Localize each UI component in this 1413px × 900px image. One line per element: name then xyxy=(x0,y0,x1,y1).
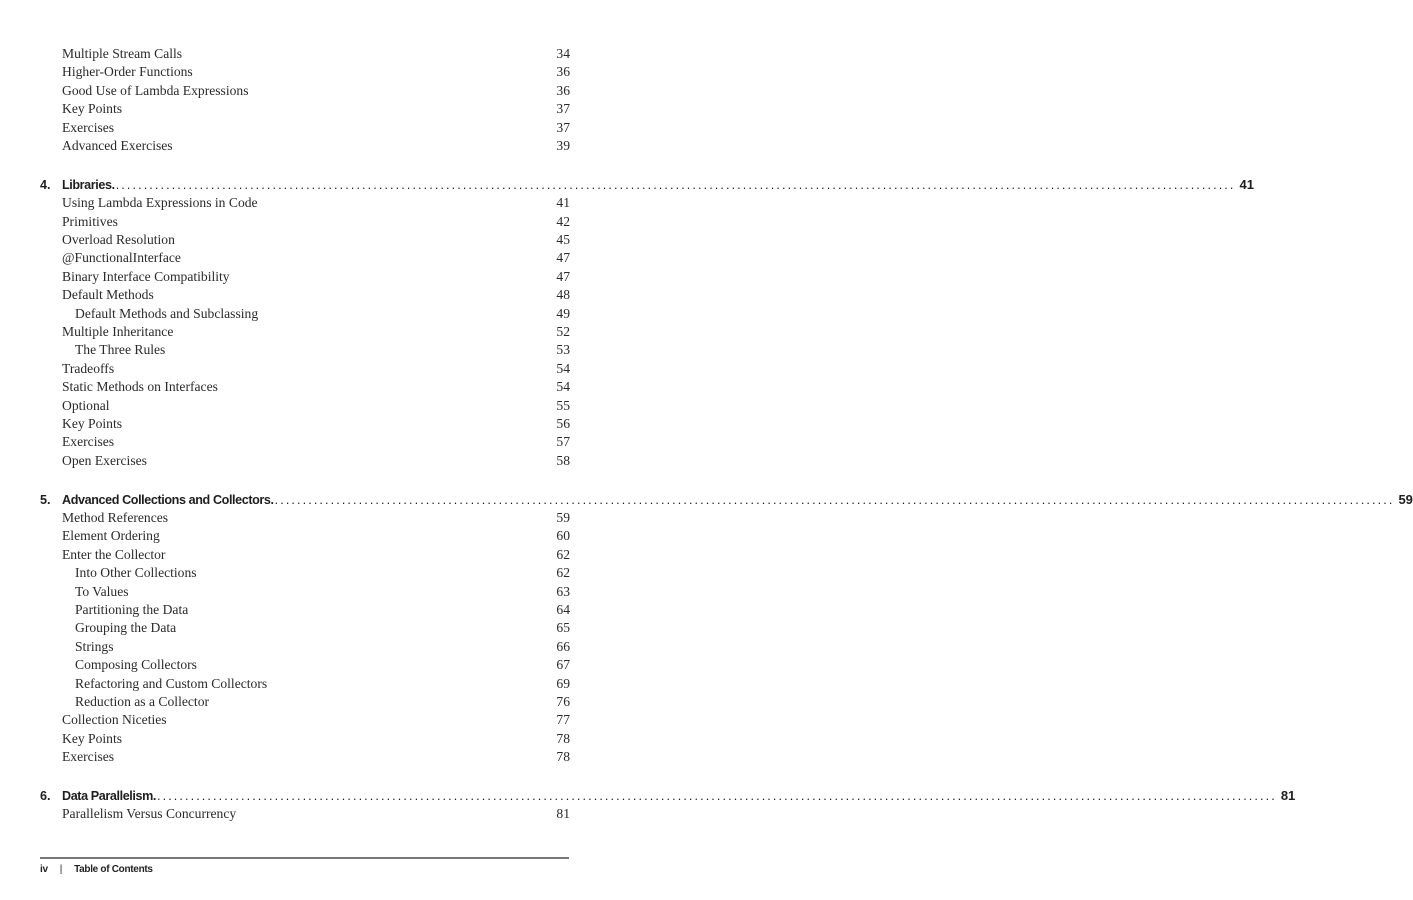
entry-title: The Three Rules xyxy=(75,342,166,358)
entry-page-number: 37 xyxy=(556,101,570,117)
footer-rule xyxy=(40,857,569,859)
toc-subentry[interactable] xyxy=(40,638,570,656)
toc-subentry[interactable] xyxy=(40,583,570,601)
entry-page-number: 37 xyxy=(556,119,570,135)
toc-entry[interactable] xyxy=(40,452,570,470)
chapter-page-number: 41 xyxy=(1239,176,1254,192)
toc-entry[interactable] xyxy=(40,323,570,341)
entry-title: Static Methods on Interfaces xyxy=(62,379,218,395)
toc-entry[interactable] xyxy=(40,213,570,231)
entry-title: Partitioning the Data xyxy=(75,601,189,617)
entry-page-number: 66 xyxy=(556,638,570,654)
chapter-page-number: 59 xyxy=(1398,491,1413,507)
entry-title: Binary Interface Compatibility xyxy=(62,268,230,284)
toc-chapter-heading[interactable] xyxy=(40,176,1254,194)
entry-page-number: 34 xyxy=(556,46,570,61)
toc-entry[interactable] xyxy=(40,415,570,433)
toc-entry[interactable] xyxy=(40,711,570,729)
entry-page-number: 41 xyxy=(556,195,570,211)
toc-entry[interactable] xyxy=(40,194,570,212)
table-of-contents xyxy=(40,45,1413,824)
chapter-number: 6. xyxy=(40,788,51,803)
entry-page-number: 52 xyxy=(556,323,570,339)
entry-title: Default Methods xyxy=(62,287,154,303)
toc-entry[interactable] xyxy=(40,249,570,267)
entry-title: Exercises xyxy=(62,749,115,765)
toc-entry[interactable] xyxy=(40,748,570,766)
entry-page-number: 62 xyxy=(556,546,570,562)
toc-subentry[interactable] xyxy=(40,341,570,359)
entry-page-number: 54 xyxy=(556,379,570,395)
chapter-title: Data Parallelism. xyxy=(62,788,157,803)
entry-page-number: 76 xyxy=(556,693,570,709)
dot-leader: ........................................................................................................................................................................................................ xyxy=(157,788,1277,803)
toc-entry[interactable] xyxy=(40,360,570,378)
chapter-title: Libraries. xyxy=(62,177,115,192)
toc-entry[interactable] xyxy=(40,268,570,286)
entry-page-number: 53 xyxy=(556,342,570,358)
toc-subentry[interactable] xyxy=(40,693,570,711)
entry-page-number: 77 xyxy=(556,712,570,728)
entry-title: Strings xyxy=(75,638,114,654)
entry-title: Element Ordering xyxy=(62,528,160,544)
toc-subentry[interactable] xyxy=(40,675,570,693)
footer-section-title: Table of Contents xyxy=(74,864,153,875)
entry-title: Tradeoffs xyxy=(62,360,115,376)
entry-page-number: 67 xyxy=(556,657,570,673)
entry-title: To Values xyxy=(75,583,129,599)
toc-entry[interactable] xyxy=(40,805,570,823)
entry-title: Advanced Exercises xyxy=(62,137,173,153)
entry-page-number: 42 xyxy=(556,213,570,229)
toc-entry[interactable] xyxy=(40,119,570,137)
toc-entry[interactable] xyxy=(40,397,570,415)
entry-page-number: 78 xyxy=(556,730,570,746)
entry-page-number: 36 xyxy=(556,82,570,98)
entry-title: Exercises xyxy=(62,119,115,135)
entry-title: Enter the Collector xyxy=(62,546,166,562)
toc-entry[interactable] xyxy=(40,546,570,564)
entry-page-number: 59 xyxy=(556,509,570,525)
entry-title: Good Use of Lambda Expressions xyxy=(62,82,249,98)
footer-separator: | xyxy=(59,864,63,875)
entry-title: Refactoring and Custom Collectors xyxy=(75,675,268,691)
entry-page-number: 78 xyxy=(556,749,570,765)
toc-entry[interactable] xyxy=(40,231,570,249)
toc-entry[interactable] xyxy=(40,527,570,545)
entry-page-number: 60 xyxy=(556,528,570,544)
entry-page-number: 56 xyxy=(556,415,570,431)
entry-page-number: 55 xyxy=(556,397,570,413)
entry-title: Key Points xyxy=(62,415,123,431)
chapter-number: 4. xyxy=(40,177,51,192)
entry-page-number: 64 xyxy=(556,601,570,617)
entry-page-number: 63 xyxy=(556,583,570,599)
toc-entry[interactable] xyxy=(40,730,570,748)
toc-subentry[interactable] xyxy=(40,305,570,323)
footer-page-number: iv xyxy=(40,864,48,875)
entry-page-number: 54 xyxy=(556,360,570,376)
entry-title: Using Lambda Expressions in Code xyxy=(62,195,258,211)
toc-entry[interactable] xyxy=(40,82,570,100)
entry-page-number: 81 xyxy=(556,806,570,822)
page-footer xyxy=(40,864,153,875)
toc-subentry[interactable] xyxy=(40,656,570,674)
entry-title: Multiple Stream Calls xyxy=(62,46,183,61)
toc-entry[interactable] xyxy=(40,63,570,81)
entry-title: Into Other Collections xyxy=(75,565,197,581)
entry-page-number: 57 xyxy=(556,434,570,450)
toc-chapter-heading[interactable] xyxy=(40,787,1296,805)
toc-entry[interactable] xyxy=(40,509,570,527)
toc-entry[interactable] xyxy=(40,100,570,118)
chapter-number: 5. xyxy=(40,492,51,507)
toc-subentry[interactable] xyxy=(40,564,570,582)
entry-title: Default Methods and Subclassing xyxy=(75,305,259,321)
entry-page-number: 69 xyxy=(556,675,570,691)
entry-page-number: 49 xyxy=(556,305,570,321)
chapter-title: Advanced Collections and Collectors. xyxy=(62,492,274,507)
dot-leader: ........................................................................................................................................................................................................ xyxy=(274,492,1395,507)
entry-title: Reduction as a Collector xyxy=(75,693,210,709)
entry-page-number: 48 xyxy=(556,287,570,303)
entry-title: Multiple Inheritance xyxy=(62,323,174,339)
toc-chapter-heading[interactable] xyxy=(40,491,1413,509)
entry-title: Composing Collectors xyxy=(75,657,197,673)
entry-title: Open Exercises xyxy=(62,452,147,468)
entry-page-number: 65 xyxy=(556,620,570,636)
toc-entry[interactable] xyxy=(40,286,570,304)
toc-entry[interactable] xyxy=(40,137,570,155)
entry-page-number: 58 xyxy=(556,452,570,468)
entry-title: Higher-Order Functions xyxy=(62,64,193,80)
entry-title: @FunctionalInterface xyxy=(62,250,181,266)
entry-page-number: 39 xyxy=(556,137,570,153)
entry-title: Primitives xyxy=(62,213,118,229)
entry-page-number: 62 xyxy=(556,565,570,581)
entry-title: Collection Niceties xyxy=(62,712,167,728)
toc-subentry[interactable] xyxy=(40,619,570,637)
dot-leader: ........................................................................................................................................................................................................ xyxy=(115,177,1236,192)
entry-title: Optional xyxy=(62,397,110,413)
entry-page-number: 47 xyxy=(556,250,570,266)
toc-subentry[interactable] xyxy=(40,601,570,619)
entry-page-number: 45 xyxy=(556,232,570,248)
entry-title: Overload Resolution xyxy=(62,232,175,248)
entry-title: Method References xyxy=(62,509,169,525)
entry-page-number: 36 xyxy=(556,64,570,80)
toc-entry[interactable] xyxy=(40,433,570,451)
chapter-page-number: 81 xyxy=(1280,787,1296,803)
entry-title: Parallelism Versus Concurrency xyxy=(62,806,237,822)
entry-title: Exercises xyxy=(62,434,115,450)
entry-title: Grouping the Data xyxy=(75,620,177,636)
toc-entry[interactable] xyxy=(40,45,570,63)
entry-title: Key Points xyxy=(62,101,123,117)
entry-title: Key Points xyxy=(62,730,123,746)
toc-entry[interactable] xyxy=(40,378,570,396)
entry-page-number: 47 xyxy=(556,268,570,284)
